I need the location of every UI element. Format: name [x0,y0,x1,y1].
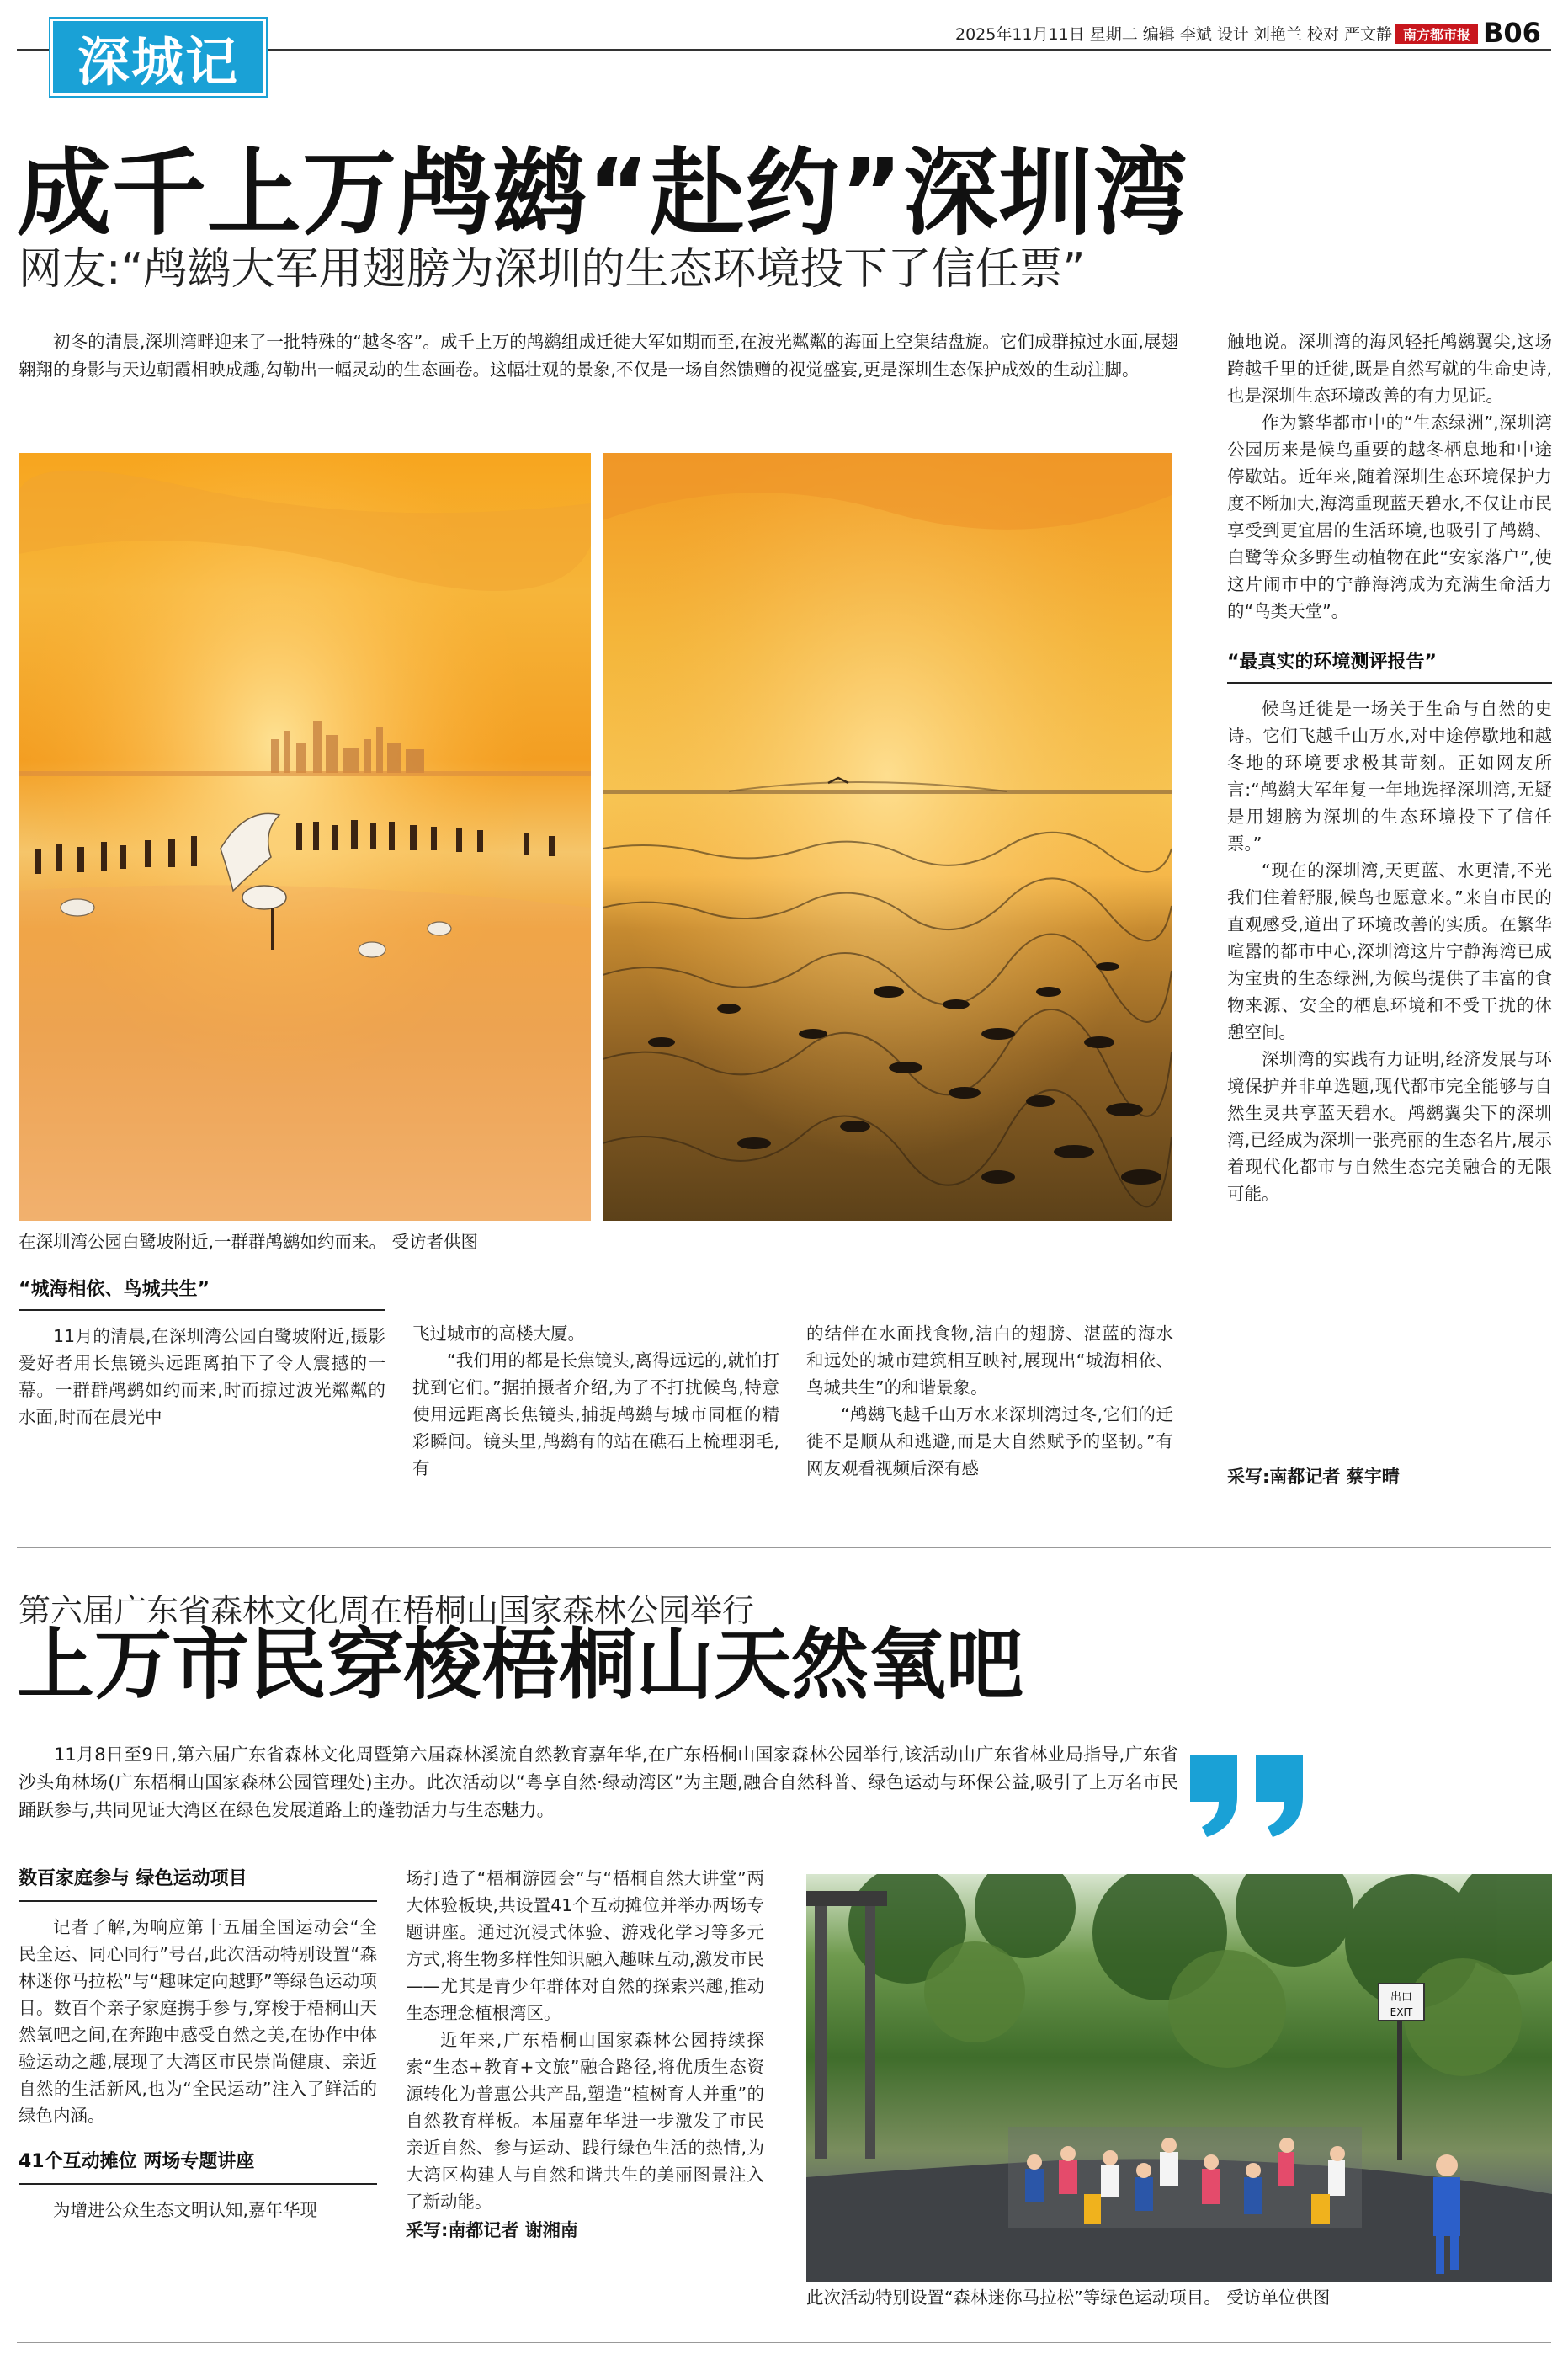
article1-subtitle: 网友:“鸬鹚大军用翅膀为深圳的生态环境投下了信任票” [19,244,1086,295]
article2-lead: 11月8日至9日,第六届广东省森林文化周暨第六届森林溪流自然教育嘉年华,在广东梧桐山国家森林公园举行,该活动由广东省林业局指导,广东省沙头角林场(广东梧桐山国家森林公园管理处)主办。此次活动以“粤享自然·绿动湾区”为主题,融合自然科普、绿色运动与环保公益,吸引了上万名市民踊跃参与,共同见证大湾区在绿色发展道路上的蓬勃活力与生态魅力。 [19,1744,1178,1820]
article1-col2-text-2: “我们用的都是长焦镜头,离得远远的,就怕打扰到它们。”据拍摄者介绍,为了不打扰候鸟,特意使用远距离长焦镜头,捕捉鸬鹚与城市同框的精彩瞬间。镜头里,鸬鹚有的站在礁石上梳理羽毛,有 [412,1350,779,1478]
article1-col3-text-2: “鸬鹚飞越千山万水来深圳湾过冬,它们的迁徙不是顺从和逃避,而是大自然赋予的坚韧。”有网友观看视频后深有感 [806,1404,1173,1478]
article1-side-text-4: “现在的深圳湾,天更蓝、水更清,不光我们住着舒服,候鸟也愿意来。”来自市民的直观感受,道出了环境改善的实质。在繁华喧嚣的都市中心,深圳湾这片宁静海湾已成为宝贵的生态绿洲,为候鸟提供了丰富的食物来源、安全的栖息环境和不受干扰的休憩空间。 [1227,860,1552,1042]
article2-col1-text-1: 记者了解,为响应第十五届全国运动会“全民全运、同心同行”号召,此次活动特别设置“森林迷你马拉松”与“趣味定向越野”等绿色运动项目。数百个亲子家庭携手参与,穿梭于梧桐山天然氧吧之间,在奔跑中感受自然之美,在协作中体验运动之趣,展现了大湾区市民崇尚健康、亲近自然的生活新风,也为“全民运动”注入了鲜活的绿色内涵。 [19,1917,377,2126]
issue-info: 2025年11月11日 星期二 编辑 李斌 设计 刘艳兰 校对 严文静 [955,25,1392,44]
section-badge: 深城记 [50,19,266,96]
article1-side-text-5: 深圳湾的实践有力证明,经济发展与环境保护并非单选题,现代都市完全能够与自然生灵共享蓝天碧水。鸬鹚翼尖下的深圳湾,已经成为深圳一张亮丽的生态名片,展示着现代化都市与自然生态完美融合的无限可能。 [1227,1049,1552,1204]
photo-egrets-sunset [19,453,591,1221]
article2-section-heading-2: 41个互动摊位 两场专题讲座 [19,2151,255,2172]
article1-side-column [1227,328,1552,1207]
article1-section-heading-1: “城海相依、鸟城共生” [19,1279,210,1300]
photo-forest-marathon [806,1874,1552,2282]
section-rule [19,1900,377,1902]
article2-byline: 采写:南都记者 谢湘南 [406,2220,578,2240]
article2-photo-caption: 此次活动特别设置“森林迷你马拉松”等绿色运动项目。 受访单位供图 [806,2287,1331,2308]
article2-col1-text-2: 为增进公众生态文明认知,嘉年华现 [53,2200,318,2220]
section-rule [19,2183,377,2185]
article1-col1-text: 11月的清晨,在深圳湾公园白鹭坡附近,摄影爱好者用长焦镜头远距离拍下了令人震撼的一幕。一群群鸬鹚如约而来,时而掠过波光粼粼的水面,时而在晨光中 [19,1326,385,1427]
article2-title: 上万市民穿梭梧桐山天然氧吧 [17,1620,1024,1710]
photo-marathon-illustration [806,1874,1552,2282]
paper-logo: 南方都市报 [1395,24,1478,44]
article1-byline: 采写:南都记者 蔡宇晴 [1227,1467,1400,1487]
article1-photo-caption: 在深圳湾公园白鹭坡附近,一群群鸬鹚如约而来。 受访者供图 [19,1232,479,1252]
article1-col2-text-1: 飞过城市的高楼大厦。 [412,1323,585,1344]
article2-section-heading-1: 数百家庭参与 绿色运动项目 [19,1868,247,1889]
article1-column-1 [19,1276,385,1430]
quote-mark-icon [1185,1750,1311,1840]
section-rule [19,1309,385,1311]
page-number: B06 [1483,17,1541,49]
article2-column-2 [406,1865,764,2244]
svg-text:EXIT: EXIT [1390,2006,1413,2018]
section-rule [1227,682,1552,684]
article1-side-text-2: 作为繁华都市中的“生态绿洲”,深圳湾公园历来是候鸟重要的越冬栖息地和中途停歇站。近年来,随着深圳生态环境保护力度不断加大,海湾重现蓝天碧水,不仅让市民享受到更宜居的生活环境,也吸引了鸬鹚、白鹭等众多野生动植物在此“安家落户”,使这片闹市中的宁静海湾成为充满生命活力的“鸟类天堂”。 [1227,413,1552,621]
photo-cormorants-illustration [603,453,1172,1221]
article1-title: 成千上万鸬鹚“赴约”深圳湾 [17,139,1189,248]
article2-column-1 [19,1865,377,2224]
article1-column-3 [806,1320,1173,1482]
article1-column-2 [412,1320,779,1482]
article2-col2-text-1: 场打造了“梧桐游园会”与“梧桐自然大讲堂”两大体验板块,共设置41个互动摊位并举办两场专题讲座。通过沉浸式体验、游戏化学习等多元方式,将生物多样性知识融入趣味互动,激发市民——尤其是青少年群体对自然的探索兴趣,推动生态理念植根湾区。 [406,1868,764,2023]
article1-lead: 初冬的清晨,深圳湾畔迎来了一批特殊的“越冬客”。成千上万的鸬鹚组成迁徙大军如期而至,在波光粼粼的海面上空集结盘旋。它们成群掠过水面,展翅翱翔的身影与天边朝霞相映成趣,勾勒出一幅灵动的生态画卷。这幅壮观的景象,不仅是一场自然馈赠的视觉盛宴,更是深圳生态保护成效的生动注脚。 [19,332,1178,380]
photo-egrets-illustration [19,453,591,1221]
article1-side-text-1: 触地说。深圳湾的海风轻托鸬鹚翼尖,这场跨越千里的迁徙,既是自然写就的生命史诗,也是深圳生态环境改善的有力见证。 [1227,332,1552,406]
article1-side-text-3: 候鸟迁徙是一场关于生命与自然的史诗。它们飞越千山万水,对中途停歇地和越冬地的环境要求极其苛刻。正如网友所言:“鸬鹚大军年复一年地选择深圳湾,无疑是用翅膀为深圳的生态环境投下了信任票。” [1227,699,1552,854]
svg-text:出口: 出口 [1390,1991,1413,2004]
article2-kicker: 第六届广东省森林文化周在梧桐山国家森林公园举行 [19,1592,755,1629]
photo-cormorants-water [603,453,1172,1221]
article1-col3-text-1: 的结伴在水面找食物,洁白的翅膀、湛蓝的海水和远处的城市建筑相互映衬,展现出“城海相依、鸟城共生”的和谐景象。 [806,1323,1173,1398]
article2-col2-text-2: 近年来,广东梧桐山国家森林公园持续探索“生态+教育+文旅”融合路径,将优质生态资源转化为普惠公共产品,塑造“植树育人并重”的自然教育样板。本届嘉年华进一步激发了市民亲近自然、参与运动、践行绿色生活的热情,为大湾区构建人与自然和谐共生的美丽图景注入了新动能。 [406,2030,764,2212]
article1-section-heading-2: “最真实的环境测评报告” [1227,652,1437,673]
